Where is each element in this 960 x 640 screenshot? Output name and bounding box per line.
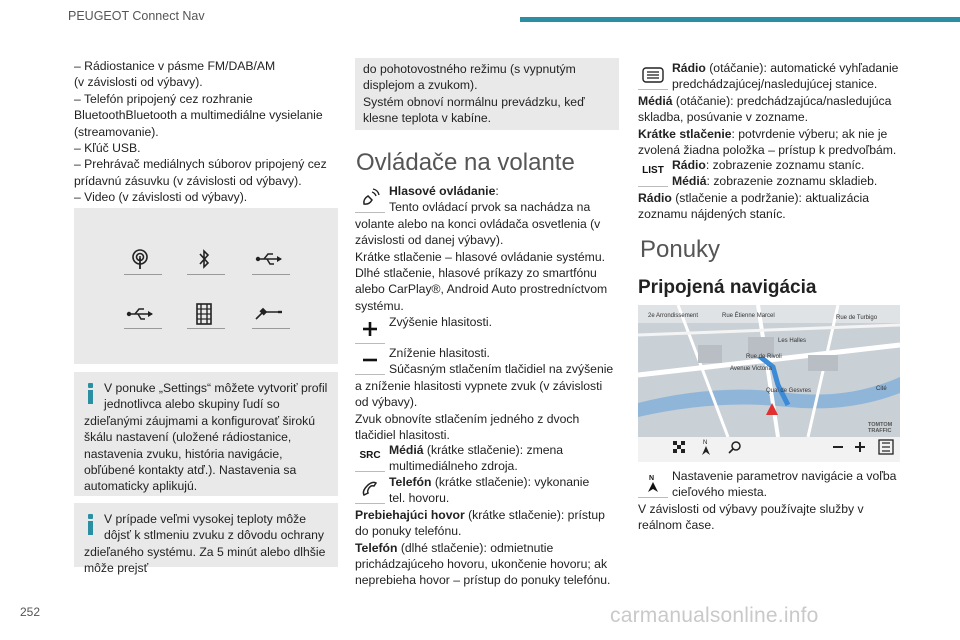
- note-line: Systém obnoví normálnu prevádzku, keď: [363, 94, 585, 109]
- phone-text: Telefón (krátke stlačenie): vykonanie: [389, 475, 590, 489]
- bluetooth-icon: [186, 244, 222, 274]
- map-toolbar: [638, 437, 900, 462]
- list-line: – Rádiostanice v pásme FM/DAB/AM: [74, 59, 276, 73]
- voice-line: závislosti od danej výbavy).: [355, 233, 504, 248]
- svg-text:N: N: [703, 440, 708, 447]
- voice-line: alebo CarPlay®, Android Auto prostredníctvom: [355, 282, 608, 297]
- list-row: [638, 157, 902, 223]
- minus-icon: [355, 345, 385, 375]
- phone-long-line: prichádzajúceho hovoru, ukončenie hovoru; ak: [355, 557, 608, 572]
- volume-down-line: Zníženie hlasitosti.: [389, 346, 490, 360]
- map-label: Cité: [876, 386, 887, 392]
- info-line: V prípade veľmi vysokej teploty môže: [104, 512, 307, 526]
- info-line: V ponuke „Settings“ môžete vytvoriť profil: [104, 381, 328, 395]
- list-line: (streamovanie).: [74, 124, 159, 139]
- list-line: prídavnú zásuvku (v závislosti od výbavy).: [74, 173, 302, 188]
- src-icon: SRC: [355, 442, 385, 472]
- long-press-line2: zoznamu nájdených staníc.: [638, 207, 786, 222]
- sources-icons-panel: [74, 208, 338, 364]
- radio-icon: [122, 244, 158, 274]
- radio-rotate-row: [638, 60, 902, 158]
- short-press-line2: zvolená žiadna položka – prístup k predvoľbám.: [638, 143, 897, 158]
- info-line: zdieľaného systému. Za 5 minút alebo dlhšie môže prejsť: [84, 544, 326, 576]
- list-line: – Telefón pripojený cez rozhranie: [74, 91, 253, 106]
- note-line: do pohotovostného režimu (s vypnutým: [363, 62, 576, 76]
- search-icon[interactable]: [728, 440, 742, 458]
- voice-line: volante alebo na konci ovládača osvetlenia (v: [355, 216, 601, 231]
- header-title: PEUGEOT Connect Nav: [68, 9, 205, 23]
- header-accent-bar: [520, 17, 960, 22]
- aux-icon: [251, 299, 287, 329]
- map-label: Rue de Turbigo: [836, 315, 878, 321]
- volume-down-line: a zníženie hlasitosti vypnete zvuk (v závislosti: [355, 378, 603, 393]
- media-rotate-line2: skladba, posúvanie v zozname.: [638, 110, 809, 125]
- info-line: automaticky aplikujú.: [84, 479, 198, 494]
- volume-down-line: tlačidiel hlasitosti.: [355, 428, 450, 443]
- zoom-in-icon[interactable]: [854, 441, 866, 457]
- nav-settings-row: [638, 468, 902, 534]
- section-title-menus: Ponuky: [640, 236, 721, 263]
- map-label: Rue de Rivoli: [746, 354, 782, 360]
- media-rotate-text: Médiá (otáčanie): predchádzajúca/nasledujúca: [638, 93, 892, 108]
- usb-icon: [251, 244, 287, 274]
- map-label: Rue Étienne Marcel: [722, 313, 775, 319]
- src-text-line2: multimediálneho zdroja.: [389, 459, 518, 474]
- long-press-text: Rádio (stlačenie a podržanie): aktualizácia: [638, 190, 869, 205]
- phone-text-line2: tel. hovoru.: [389, 491, 450, 506]
- volume-down-line: Zvuk obnovíte stlačením jedného z dvoch: [355, 411, 580, 426]
- info-note-temperature: [74, 503, 338, 576]
- volume-down-line: Súčasným stlačením tlačidiel na zvýšenie: [389, 362, 614, 377]
- voice-control-icon: [355, 183, 385, 213]
- nav-text-line: cieľového miesta.: [672, 485, 768, 500]
- info-line: jednotlivca alebo skupiny ľudí so: [104, 397, 280, 412]
- voice-line: Krátke stlačenie – hlasové ovládanie systému.: [355, 249, 605, 264]
- info-line: dôjsť k stlmeniu zvuku z dôvodu ochrany: [104, 528, 324, 543]
- nav-text-line: Nastavenie parametrov navigácie a voľba: [672, 469, 897, 483]
- settings-icon[interactable]: [878, 439, 894, 459]
- radio-rotate-line2: predchádzajúcej/nasledujúcej stanice.: [672, 77, 878, 92]
- list-line: – Prehrávač mediálnych súborov pripojený cez: [74, 157, 327, 172]
- page-number: 252: [20, 605, 41, 619]
- voice-line: systému.: [355, 298, 404, 313]
- info-icon: [88, 383, 93, 405]
- list-media-text: Médiá: zobrazenie zoznamu skladieb.: [672, 174, 878, 189]
- info-line: obľúbené kontakty atď.). Nastavenia sa: [84, 463, 297, 478]
- volume-up-text: Zvýšenie hlasitosti.: [389, 315, 492, 329]
- column-1: [74, 58, 338, 206]
- map-brand: TOMTOM TRAFFIC: [868, 422, 893, 434]
- list-line: – Kľúč USB.: [74, 141, 141, 156]
- navigation-compass-icon: [638, 468, 668, 498]
- volume-up-row: [355, 314, 619, 330]
- map-label: Quai de Gesvres: [766, 388, 812, 394]
- src-row: [355, 442, 619, 475]
- note-line: klesne teplota v kabíne.: [363, 111, 492, 126]
- nav-text-line: reálnom čase.: [638, 518, 715, 533]
- short-press-text: Krátke stlačenie: potvrdenie výberu; ak nie je: [638, 126, 888, 141]
- watermark: carmanualsonline.info: [610, 604, 819, 627]
- list-radio-text: Rádio: zobrazenie zoznamu staníc.: [672, 158, 865, 172]
- info-note-continued: [355, 58, 619, 130]
- info-note-settings: [74, 372, 338, 496]
- info-line: nastavenia zvuku, história navigácie,: [84, 446, 283, 461]
- info-icon: [88, 514, 93, 536]
- section-title-steering-controls: Ovládače na volante: [356, 149, 575, 176]
- zoom-out-icon[interactable]: [832, 441, 844, 457]
- phone-icon: [355, 474, 385, 504]
- voice-line: Tento ovládací prvok sa nachádza na: [389, 200, 591, 215]
- src-text: Médiá (krátke stlačenie): zmena: [389, 443, 564, 457]
- map-label: Les Halles: [778, 338, 807, 344]
- voice-line: Dlhé stlačenie, hlasové príkazy zo smartfónu: [355, 266, 597, 281]
- subtitle-connected-navigation: Pripojená navigácia: [638, 277, 817, 298]
- volume-down-line: od výbavy).: [355, 395, 418, 410]
- list-button-icon: LIST: [638, 157, 668, 187]
- list-lines-icon: [638, 60, 668, 90]
- map-label: Avenue Victoria: [730, 366, 772, 372]
- note-line: displejom a zvukom).: [363, 78, 478, 93]
- radio-rotate-text: Rádio (otáčanie): automatické vyhľadanie: [672, 61, 899, 75]
- video-icon: [186, 299, 222, 329]
- info-line: škálu nastavení (uložené rádiostanice,: [84, 430, 292, 445]
- voice-heading: Hlasové ovládanie:: [389, 184, 499, 198]
- list-line: (v závislosti od výbavy).: [74, 75, 203, 90]
- call-text: Prebiehajúci hovor (krátke stlačenie): prístup: [355, 507, 605, 522]
- svg-text:N: N: [649, 474, 655, 482]
- voice-control-row: [355, 183, 619, 314]
- plus-icon: [355, 314, 385, 344]
- usb-icon: [122, 299, 158, 329]
- call-text-line2: do ponuky telefónu.: [355, 524, 462, 539]
- phone-long-text: Telefón (dlhé stlačenie): odmietnutie: [355, 540, 554, 555]
- list-line: BluetoothBluetooth a multimediálne vysielanie: [74, 108, 323, 123]
- flag-icon[interactable]: [672, 440, 686, 458]
- list-line: – Video (v závislosti od výbavy).: [74, 190, 248, 205]
- compass-icon[interactable]: [700, 438, 712, 460]
- nav-text-line: V závislosti od výbavy používajte služby v: [638, 501, 864, 516]
- phone-long-line: neprebieha hovor – prístup do ponuky telefónu.: [355, 573, 611, 588]
- map-label: 2e Arrondissement: [648, 313, 699, 319]
- info-line: zdieľanými záujmami a konfigurovať širokú: [84, 413, 315, 428]
- volume-down-row: [355, 345, 619, 443]
- phone-row: [355, 474, 619, 589]
